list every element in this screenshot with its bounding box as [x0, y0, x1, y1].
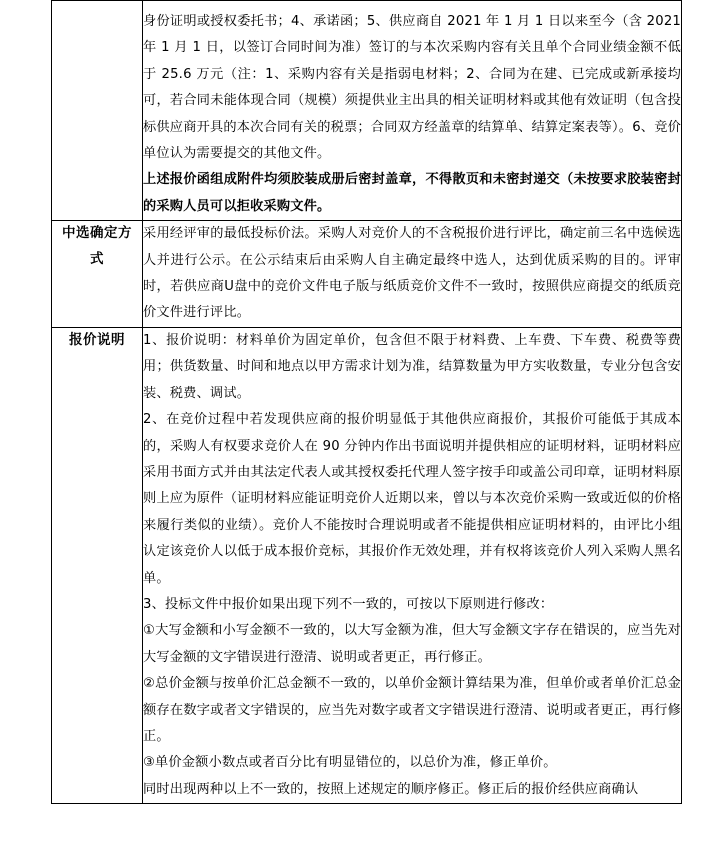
row-label-selection-method — [52, 221, 143, 328]
row-label-quotation-notes — [52, 327, 143, 803]
label-stack — [52, 328, 142, 354]
paragraph: 采用经评审的最低投标价法。采购人对竞价人的不含税报价进行评比，确定前三名中选候选人并进行公示。在公示结束后由采购人自主确定最终中选人，达到优质采购的目的。评审时，若供应商U盘中的竞价文件电子版与纸质竞价文件不一致时，按照供应商提交的纸质竞价文件进行评比。 — [143, 226, 681, 321]
row-content-cell — [143, 221, 682, 328]
paragraph: ①大写金额和小写金额不一致的，以大写金额为准，但大写金额文字存在错误的，应当先对大写金额的文字错误进行澄清、说明或者更正，再行修正。 — [143, 623, 681, 665]
table-row — [52, 221, 682, 328]
paragraph: 3、投标文件中报价如果出现下列不一致的，可按以下原则进行修改： — [143, 596, 554, 612]
table-body — [52, 1, 682, 804]
label-stack — [52, 221, 142, 272]
bidding-terms-table — [51, 0, 682, 804]
row-content-cell — [143, 327, 682, 803]
paragraph: 身份证明或授权委托书；4、承诺函；5、供应商自 2021 年 1 月 1 日以来至今（含 2021 年 1 月 1 日，以签订合同时间为准）签订的与本次采购内容有关且单个合同业绩金额不低于 25.6 万元（注：1、采购内容有关是指弱电材料；2、合同为在建、已完成或新承接均可，若合同未能体现合同（规模）须提供业主出具的相关证明材料或其他有效证明（包含投标供应商开具的本次合同有关的税票；合同双方经盖章的结算单、结算定案表等）。6、竞价单位认为需要提交的其他文件。 — [143, 14, 681, 162]
paragraph: 1、报价说明：材料单价为固定单价，包含但不限于材料费、上车费、下车费、税费等费用；供货数量、时间和地点以甲方需求计划为准，结算数量为甲方实收数量，专业分包含安装、税费、调试。 — [143, 332, 681, 401]
paragraph: 2、在竞价过程中若发现供应商的报价明显低于其他供应商报价，其报价可能低于其成本的，采购人有权要求竞价人在 90 分钟内作出书面说明并提供相应的证明材料，证明材料应采用书面方式并由其法定代表人或其授权委托代理人签字按手印或盖公司印章，证明材料原则上应为原件（证明材料应能证明竞价人近期以来，曾以与本次竞价采购一致或近似的价格来履行类似的业绩）。竞价人不能按时合理说明或者不能提供相应证明材料的，由评比小组认定该竞价人以低于成本报价竞标，其报价作无效处理，并有权将该竞价人列入采购人黑名单。 — [143, 412, 681, 586]
row-label-cell — [52, 1, 143, 221]
table-row — [52, 327, 682, 803]
table-row — [52, 1, 682, 221]
label-line: 中选确定方 — [62, 225, 132, 242]
paragraph: 同时出现两种以上不一致的，按照上述规定的顺序修正。修正后的报价经供应商确认 — [143, 781, 639, 797]
paragraph: ②总价金额与按单价汇总金额不一致的，以单价金额计算结果为准，但单价或者单价汇总金额存在数字或者文字错误的，应当先对数字或者文字错误进行澄清、说明或者更正，再行修正。 — [143, 676, 681, 744]
paragraph-bold: 上述报价函组成附件均须胶装成册后密封盖章，不得散页和未密封递交（未按要求胶装密封的采购人员可以拒收采购文件。 — [143, 172, 681, 214]
paragraph: ③单价金额小数点或者百分比有明显错位的，以总价为准，修正单价。 — [143, 755, 557, 771]
label-line: 报价说明 — [69, 331, 125, 348]
row-content-cell — [143, 1, 682, 221]
label-line: 式 — [90, 250, 104, 267]
